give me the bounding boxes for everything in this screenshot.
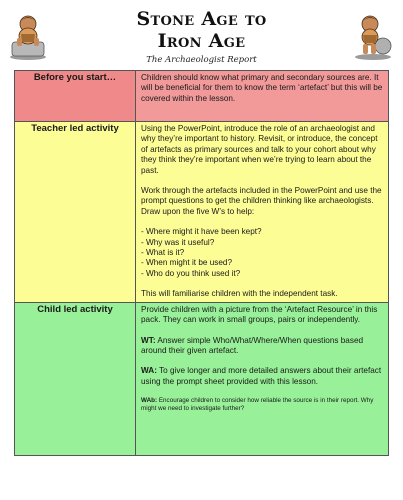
question-item: - Who do you think used it?	[141, 268, 241, 278]
wa-paragraph	[141, 366, 383, 387]
before-text: Children should know what primary and secondary sources are. It will be beneficial for them to know the term ‘artefact’ but this will be covered within the lesson.	[141, 73, 383, 103]
wab-tag: WAb:	[141, 397, 158, 405]
caveman-left-icon	[8, 12, 48, 60]
row-label: Child led activity	[15, 302, 136, 455]
lesson-plan-table	[14, 70, 389, 456]
wa-tag: WA:	[141, 366, 157, 376]
row-teacher-led	[15, 122, 389, 303]
row-content	[136, 302, 389, 455]
subtitle: The Archaeologist Report	[146, 55, 257, 65]
row-label: Teacher led activity	[15, 122, 136, 303]
title-line-1: Stone Age to	[136, 8, 267, 30]
wt-text: Answer simple Who/What/Where/When questions based around their given artefact.	[141, 335, 364, 355]
row-content	[136, 122, 389, 303]
page-header	[0, 0, 403, 72]
question-item: - Why was it useful?	[141, 237, 215, 247]
question-item: - What is it?	[141, 248, 185, 258]
child-paragraph-1: Provide children with a picture from the ‘Artefact Resource’ in this pack. They can work in small groups, pairs or independently.	[141, 304, 378, 325]
teacher-paragraph-3: This will familiarise children with the independent task.	[141, 289, 338, 299]
wab-text: Encourage children to consider how reliable the source is in their report. Why might we need to investigate further?	[141, 397, 374, 413]
title-line-2: Iron Age	[157, 30, 246, 52]
wa-text: To give longer and more detailed answers about their artefact using the prompt sheet provided with this lesson.	[141, 366, 382, 386]
row-before-you-start	[15, 71, 389, 122]
question-item: - Where might it have been kept?	[141, 227, 262, 237]
caveman-right-icon	[353, 12, 393, 60]
teacher-paragraph-2: Work through the artefacts included in the PowerPoint and use the prompt questions to get the children thinking like archaeologists. Draw upon the five W’s to help:	[141, 186, 382, 216]
row-child-led	[15, 302, 389, 455]
row-label: Before you start…	[15, 71, 136, 122]
wab-paragraph	[141, 397, 383, 413]
wt-paragraph	[141, 336, 383, 357]
teacher-paragraph-1: Using the PowerPoint, introduce the role of an archaeologist and why they’re important to history. Revisit, or introduce, the concept of artefacts as primary sources and talk to your cohort about why they think they’re important when we’re trying to learn about the past.	[141, 124, 378, 175]
row-content	[136, 71, 389, 122]
wt-tag: WT:	[141, 335, 156, 345]
question-item: - When might it be used?	[141, 258, 233, 268]
